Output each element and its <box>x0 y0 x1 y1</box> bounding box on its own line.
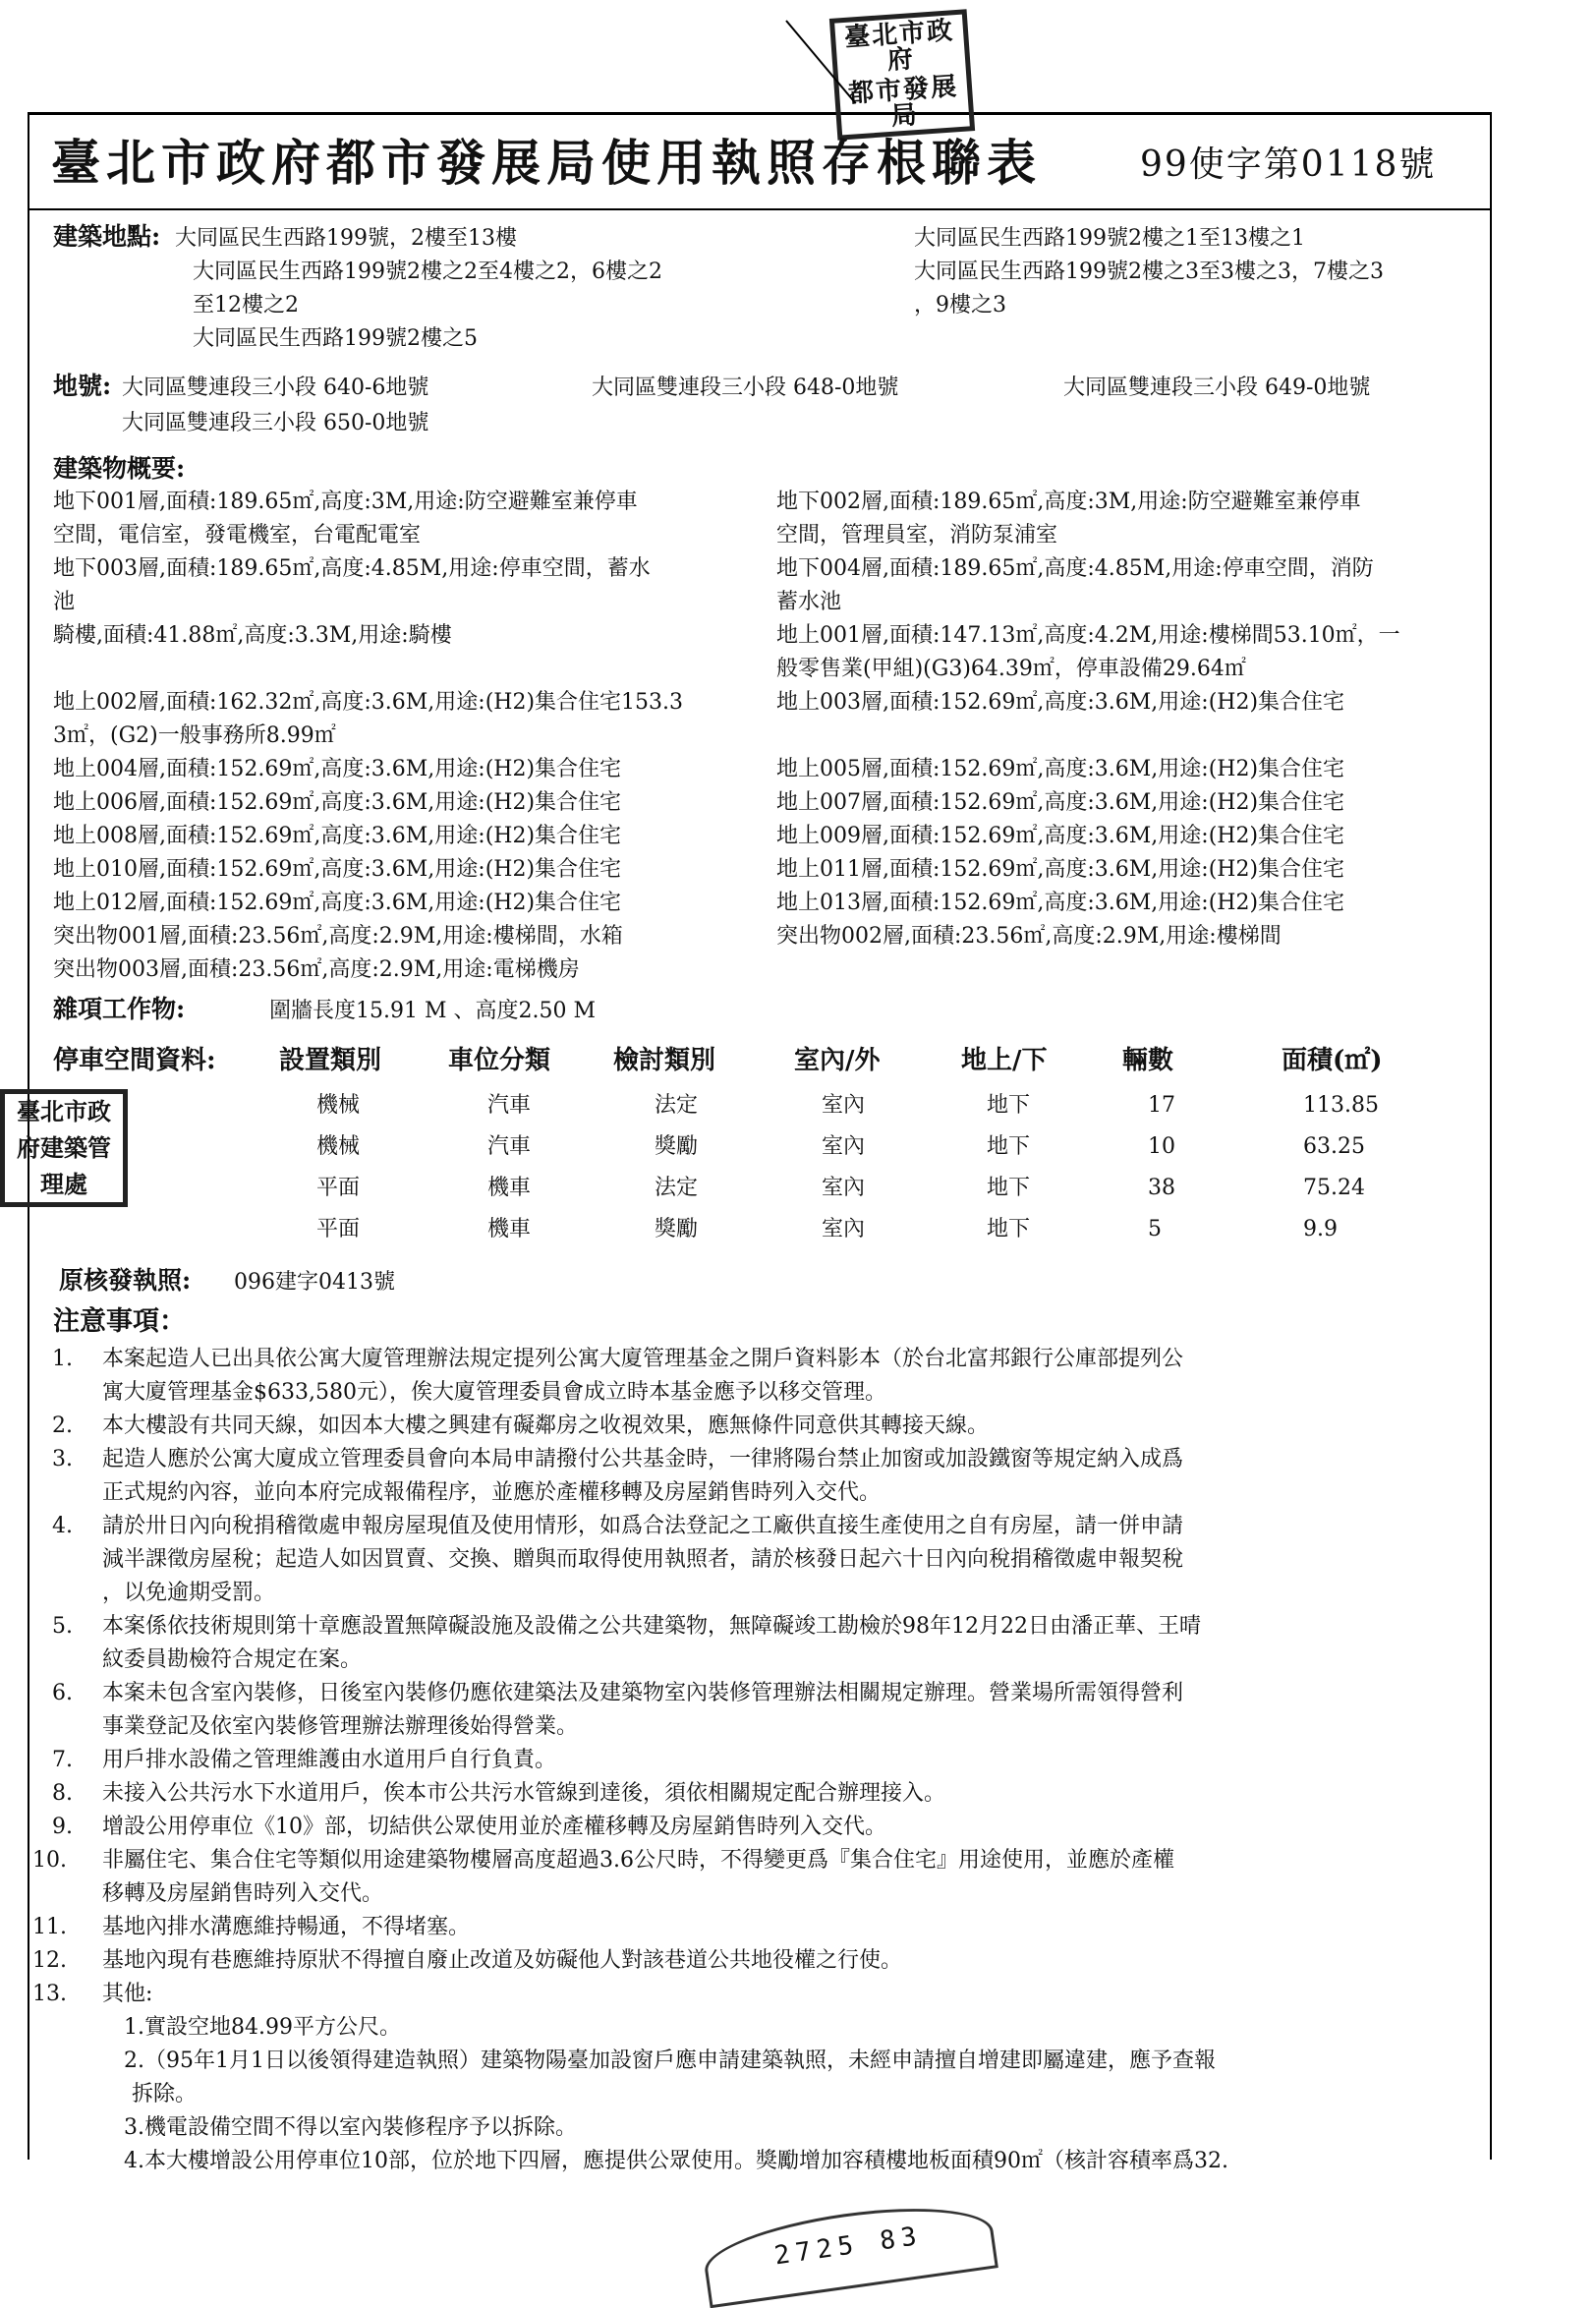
parking-cell: 獎勵 <box>655 1217 699 1241</box>
note-line: 寓大廈管理基金$633,580元），俟大廈管理委員會成立時本基金應予以移交管理。 <box>102 1380 886 1405</box>
overview-right-line: 地上011層,面積:152.69㎡,高度:3.6M,用途:(H2)集合住宅 <box>776 857 1345 882</box>
note-line: 起造人應於公寓大廈成立管理委員會向本局申請撥付公共基金時，一律將陽台禁止加窗或加設鐵窗等規定納入成爲 <box>102 1447 1184 1471</box>
parking-header: 面積(㎡) <box>1282 1046 1383 1075</box>
note-line: 其他: <box>102 1982 153 2006</box>
parking-cell: 5 <box>1148 1217 1162 1241</box>
site-right-1: 大同區民生西路199號2樓之1至13樓之1 <box>914 226 1305 251</box>
note-number: 9. <box>52 1815 73 1839</box>
overview-left-line: 地下003層,面積:189.65㎡,高度:4.85M,用途:停車空間，蓄水 <box>53 556 651 581</box>
note-sub-line: 拆除。 <box>132 2082 198 2106</box>
lot-label: 地號: <box>53 372 112 400</box>
overview-right-line: 地上005層,面積:152.69㎡,高度:3.6M,用途:(H2)集合住宅 <box>776 757 1345 781</box>
parking-cell: 17 <box>1148 1093 1175 1118</box>
note-number: 12. <box>32 1948 67 1973</box>
parking-header: 室內/外 <box>794 1046 881 1075</box>
overview-left-line: 騎樓,面積:41.88㎡,高度:3.3M,用途:騎樓 <box>53 623 452 648</box>
parking-cell: 汽車 <box>487 1093 532 1118</box>
site-left-3: 至12樓之2 <box>193 293 299 317</box>
original-license-value: 096建字0413號 <box>234 1270 395 1295</box>
parking-header: 地上/下 <box>961 1046 1048 1075</box>
lot-item-3: 大同區雙連段三小段 649-0地號 <box>1063 375 1371 400</box>
note-sub-line: 2.（95年1月1日以後領得建造執照）建築物陽臺加設窗戶應申請建築執照，未經申請擅自增建即屬違建，應予查報 <box>124 2048 1216 2073</box>
site-left-4: 大同區民生西路199號2樓之5 <box>193 326 478 351</box>
note-number: 5. <box>52 1614 73 1639</box>
note-number: 3. <box>52 1447 73 1471</box>
title-divider <box>28 208 1492 210</box>
note-sub-line: 4.本大樓增設公用停車位10部，位於地下四層，應提供公眾使用。獎勵增加容積樓地板面積90㎡（核計容積率爲32. <box>124 2149 1228 2173</box>
parking-cell: 38 <box>1148 1176 1175 1200</box>
parking-cell: 機車 <box>487 1176 532 1200</box>
overview-left-line: 3㎡，(G2)一般事務所8.99㎡ <box>53 723 336 748</box>
note-line: 本大樓設有共同天線，如因本大樓之興建有礙鄰房之收視效果，應無條件同意供其轉接天線。 <box>102 1414 990 1438</box>
note-number: 11. <box>32 1915 67 1939</box>
parking-header: 輛數 <box>1122 1046 1174 1075</box>
parking-cell: 63.25 <box>1303 1134 1365 1159</box>
site-left-2: 大同區民生西路199號2樓之2至4樓之2，6樓之2 <box>193 260 662 284</box>
note-line: 減半課徵房屋稅；起造人如因買賣、交換、贈與而取得使用執照者，請於核發日起六十日內向稅捐稽徵處申報契稅 <box>102 1547 1184 1572</box>
top-seal-stamp: 臺北市政府 都市發展局 <box>829 9 975 140</box>
misc-label: 雜項工作物: <box>53 995 186 1023</box>
parking-label: 停車空間資料: <box>53 1046 216 1075</box>
note-line: 基地內現有巷應維持原狀不得擅自廢止改道及妨礙他人對該巷道公共地役權之行使。 <box>102 1948 903 1973</box>
parking-header: 設置類別 <box>279 1046 382 1075</box>
overview-right-line: 地上007層,面積:152.69㎡,高度:3.6M,用途:(H2)集合住宅 <box>776 790 1345 815</box>
overview-left-line: 地下001層,面積:189.65㎡,高度:3M,用途:防空避難室兼停車 <box>53 490 638 514</box>
notes-label: 注意事項： <box>53 1306 186 1337</box>
parking-cell: 機械 <box>316 1134 361 1159</box>
overview-right-line: 蓄水池 <box>776 590 842 614</box>
lot-item-1: 大同區雙連段三小段 640-6地號 <box>122 375 429 400</box>
parking-cell: 法定 <box>655 1093 699 1118</box>
parking-cell: 室內 <box>822 1176 866 1200</box>
note-line: 本案起造人已出具依公寓大廈管理辦法規定提列公寓大廈管理基金之開戶資料影本（於台北富邦銀行公庫部提列公 <box>102 1347 1184 1371</box>
note-line: 紋委員勘檢符合規定在案。 <box>102 1647 363 1672</box>
site-label: 建築地點: <box>53 222 161 251</box>
parking-cell: 地下 <box>987 1093 1031 1118</box>
parking-cell: 113.85 <box>1303 1093 1379 1118</box>
overview-right-line: 地上003層,面積:152.69㎡,高度:3.6M,用途:(H2)集合住宅 <box>776 690 1345 715</box>
note-line: 用戶排水設備之管理維護由水道用戶自行負責。 <box>102 1748 557 1772</box>
overview-right-line: 地上001層,面積:147.13㎡,高度:4.2M,用途:樓梯間53.10㎡，一 <box>776 623 1400 648</box>
license-number: 99使字第0118號 <box>1140 144 1437 185</box>
note-number: 1. <box>52 1347 73 1371</box>
note-number: 10. <box>32 1848 67 1873</box>
overview-left-line: 空間，電信室，發電機室，台電配電室 <box>53 523 422 548</box>
site-right-3: ，9樓之3 <box>914 293 1006 317</box>
lot-item-4: 大同區雙連段三小段 650-0地號 <box>122 411 429 435</box>
overview-right-line: 地下002層,面積:189.65㎡,高度:3M,用途:防空避難室兼停車 <box>776 490 1361 514</box>
overview-left-line: 地上006層,面積:152.69㎡,高度:3.6M,用途:(H2)集合住宅 <box>53 790 622 815</box>
overview-left-line: 地上010層,面積:152.69㎡,高度:3.6M,用途:(H2)集合住宅 <box>53 857 622 882</box>
note-line: 本案未包含室內裝修，日後室內裝修仍應依建築法及建築物室內裝修管理辦法相關規定辦理。營業場所需領得營利 <box>102 1681 1184 1705</box>
note-number: 6. <box>52 1681 73 1705</box>
bottom-stamp <box>700 2194 998 2308</box>
note-line: 事業登記及依室內裝修管理辦法辦理後始得營業。 <box>102 1714 579 1739</box>
overview-label: 建築物概要: <box>53 454 186 483</box>
page-title: 臺北市政府都市發展局使用執照存根聯表 <box>51 134 1042 192</box>
overview-right-line: 地上009層,面積:152.69㎡,高度:3.6M,用途:(H2)集合住宅 <box>776 824 1345 848</box>
note-line: 未接入公共污水下水道用戶，俟本市公共污水管線到達後，須依相關規定配合辦理接入。 <box>102 1781 946 1806</box>
bottom-stamp-text: 2725 83 <box>772 2221 925 2272</box>
original-license-label: 原核發執照: <box>59 1266 192 1295</box>
parking-cell: 機車 <box>487 1217 532 1241</box>
note-sub-line: 1.實設空地84.99平方公尺。 <box>124 2015 401 2040</box>
overview-left-line: 突出物001層,面積:23.56㎡,高度:2.9M,用途:樓梯間，水箱 <box>53 924 623 949</box>
parking-cell: 機械 <box>316 1093 361 1118</box>
note-line: 基地內排水溝應維持暢通，不得堵塞。 <box>102 1915 471 1939</box>
parking-cell: 10 <box>1148 1134 1175 1159</box>
parking-cell: 室內 <box>822 1217 866 1241</box>
misc-value: 圍牆長度15.91 M 、高度2.50 M <box>269 999 596 1023</box>
note-line: ，以免逾期受罰。 <box>102 1581 276 1605</box>
overview-left-line: 突出物003層,面積:23.56㎡,高度:2.9M,用途:電梯機房 <box>53 957 580 982</box>
note-number: 7. <box>52 1748 73 1772</box>
parking-cell: 室內 <box>822 1093 866 1118</box>
overview-right-line: 突出物002層,面積:23.56㎡,高度:2.9M,用途:樓梯間 <box>776 924 1282 949</box>
parking-cell: 地下 <box>987 1134 1031 1159</box>
overview-left-line: 地上004層,面積:152.69㎡,高度:3.6M,用途:(H2)集合住宅 <box>53 757 622 781</box>
note-line: 請於卅日內向稅捐稽徵處申報房屋現值及使用情形，如爲合法登記之工廠供直接生產使用之自有房屋，請一併申請 <box>102 1514 1184 1538</box>
parking-cell: 法定 <box>655 1176 699 1200</box>
parking-cell: 室內 <box>822 1134 866 1159</box>
overview-right-line: 地下004層,面積:189.65㎡,高度:4.85M,用途:停車空間，消防 <box>776 556 1374 581</box>
overview-right-line: 地上013層,面積:152.69㎡,高度:3.6M,用途:(H2)集合住宅 <box>776 891 1345 915</box>
parking-cell: 平面 <box>316 1217 361 1241</box>
overview-left-line: 池 <box>53 590 76 614</box>
parking-cell: 汽車 <box>487 1134 532 1159</box>
site-right-2: 大同區民生西路199號2樓之3至3樓之3，7樓之3 <box>914 260 1384 284</box>
parking-cell: 75.24 <box>1303 1176 1365 1200</box>
overview-left-line: 地上012層,面積:152.69㎡,高度:3.6M,用途:(H2)集合住宅 <box>53 891 622 915</box>
overview-left-line: 地上002層,面積:162.32㎡,高度:3.6M,用途:(H2)集合住宅153.3 <box>53 690 684 715</box>
parking-cell: 地下 <box>987 1176 1031 1200</box>
note-line: 正式規約內容，並向本府完成報備程序，並應於產權移轉及房屋銷售時列入交代。 <box>102 1480 882 1505</box>
parking-header: 檢討類別 <box>613 1046 716 1075</box>
side-seal-stamp: 臺北市政 府建築管 理處 <box>0 1089 128 1207</box>
note-number: 2. <box>52 1414 73 1438</box>
overview-right-line: 般零售業(甲組)(G3)64.39㎡，停車設備29.64㎡ <box>776 657 1246 681</box>
parking-cell: 平面 <box>316 1176 361 1200</box>
parking-cell: 地下 <box>987 1217 1031 1241</box>
lot-item-2: 大同區雙連段三小段 648-0地號 <box>592 375 899 400</box>
parking-cell: 9.9 <box>1303 1217 1338 1241</box>
note-line: 增設公用停車位《10》部，切結供公眾使用並於產權移轉及房屋銷售時列入交代。 <box>102 1815 886 1839</box>
note-sub-line: 3.機電設備空間不得以室內裝修程序予以拆除。 <box>124 2115 577 2140</box>
overview-right-line: 空間，管理員室，消防泵浦室 <box>776 523 1058 548</box>
note-number: 13. <box>32 1982 67 2006</box>
overview-left-line: 地上008層,面積:152.69㎡,高度:3.6M,用途:(H2)集合住宅 <box>53 824 622 848</box>
note-line: 非屬住宅、集合住宅等類似用途建築物樓層高度超過3.6公尺時，不得變更爲『集合住宅』用途使用，並應於產權 <box>102 1848 1174 1873</box>
parking-header: 車位分類 <box>448 1046 551 1075</box>
parking-cell: 獎勵 <box>655 1134 699 1159</box>
note-line: 本案係依技術規則第十章應設置無障礙設施及設備之公共建築物，無障礙竣工勘檢於98年12月22日由潘正華、王晴 <box>102 1614 1201 1639</box>
site-left-1: 大同區民生西路199號，2樓至13樓 <box>175 226 517 251</box>
note-number: 8. <box>52 1781 73 1806</box>
note-line: 移轉及房屋銷售時列入交代。 <box>102 1881 384 1906</box>
note-number: 4. <box>52 1514 73 1538</box>
